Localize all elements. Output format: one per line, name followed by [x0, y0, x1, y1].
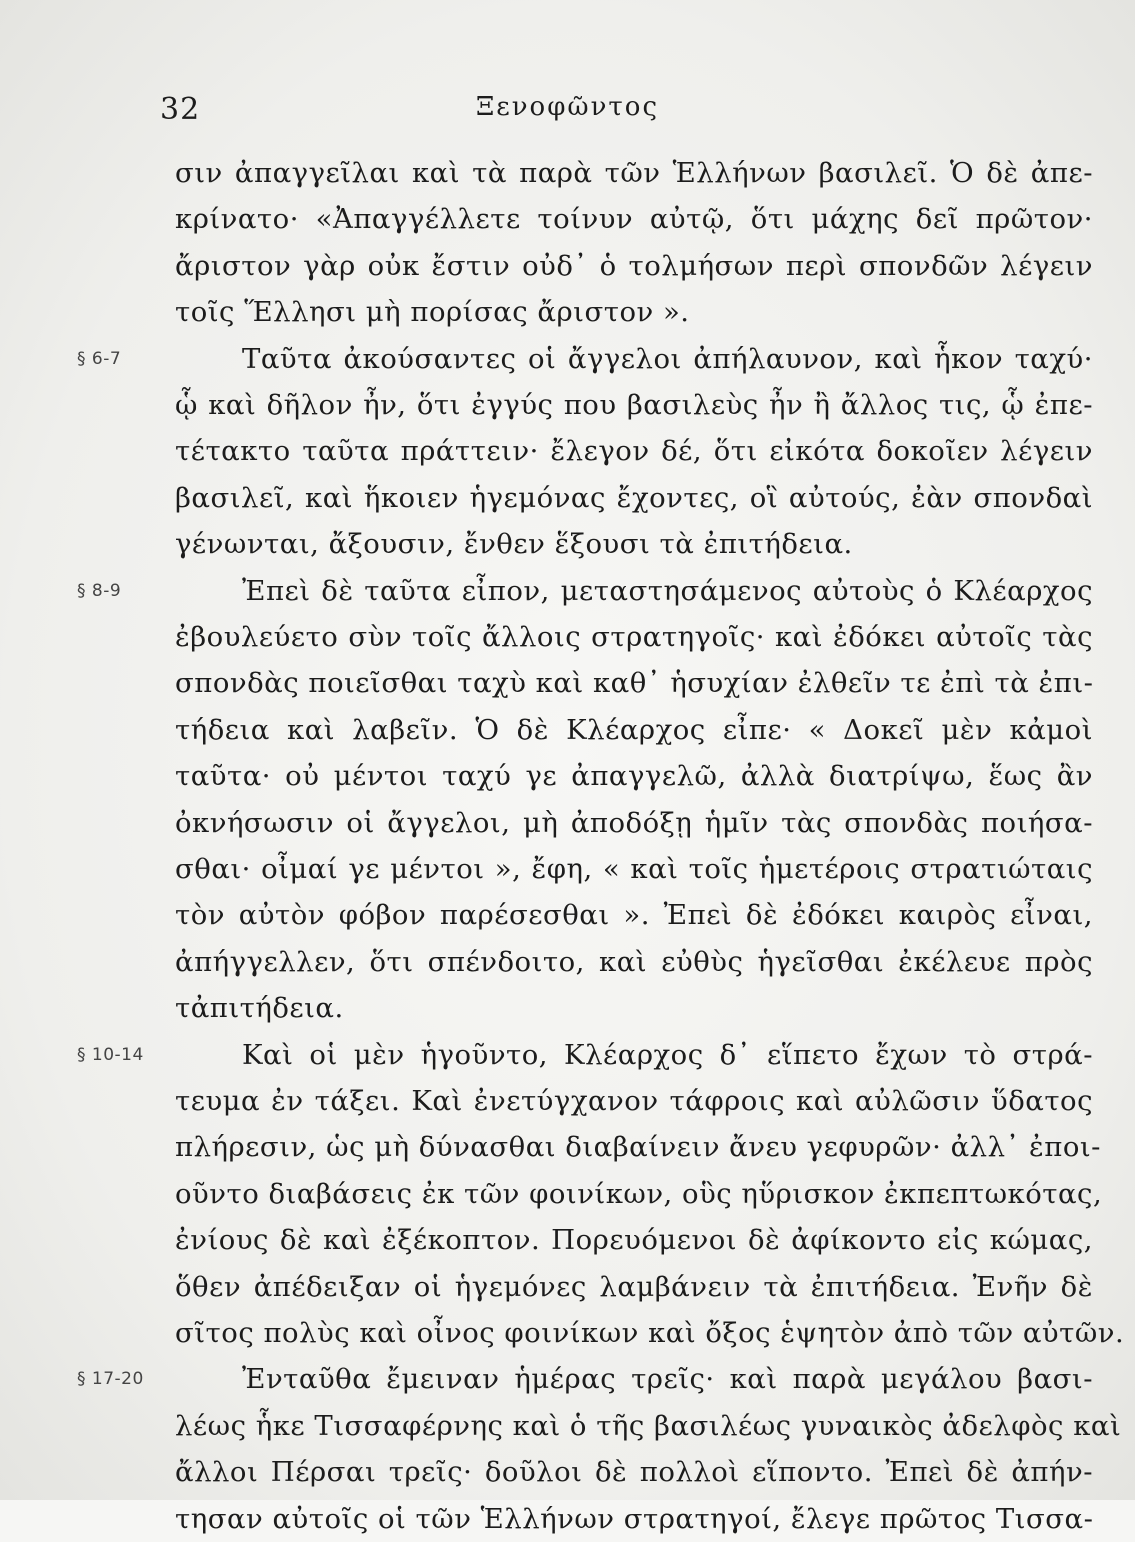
text-line: ὅθεν ἀπέδειξαν οἱ ἡγεμόνες λαμβάνειν τὰ ἐπιτήδεια. Ἐνῆν δὲ [175, 1270, 1093, 1303]
text-line: ἄλλοι Πέρσαι τρεῖς· δοῦλοι δὲ πολλοὶ εἵποντο. Ἐπεὶ δὲ ἀπήν- [175, 1456, 1093, 1489]
text-line: Καὶ οἱ μὲν ἡγοῦντο, Κλέαρχος δ᾽ εἵπετο ἔχων τὸ στρά- [242, 1038, 1093, 1071]
text-line: κρίνατο· «Ἀπαγγέλλετε τοίνυν αὐτῷ, ὅτι μάχης δεῖ πρῶτον· [175, 203, 1093, 236]
text-line: τέτακτο ταῦτα πράττειν· ἔλεγον δέ, ὅτι εἰκότα δοκοῖεν λέγειν [175, 435, 1093, 468]
text-line: ἐνίους δὲ καὶ ἐξέκοπτον. Πορευόμενοι δὲ ἀφίκοντο εἰς κώμας, [175, 1224, 1093, 1257]
text-line: οῦντο διαβάσεις ἐκ τῶν φοινίκων, οὓς ηὕρισκον ἐκπεπτωκότας, [175, 1177, 1103, 1210]
text-line: ὀκνήσωσιν οἱ ἄγγελοι, μὴ ἀποδόξῃ ἡμῖν τὰς σπονδὰς ποιήσα- [175, 806, 1093, 839]
section-marker: § 10-14 [77, 1044, 144, 1065]
text-line: τὸν αὐτὸν φόβον παρέσεσθαι ». Ἐπεὶ δὲ ἐδόκει καιρὸς εἶναι, [175, 899, 1093, 932]
text-line: τησαν αὐτοῖς οἱ τῶν Ἑλλήνων στρατηγοί, ἔλεγε πρῶτος Τισσα- [175, 1502, 1094, 1535]
section-marker: § 8-9 [77, 580, 122, 601]
text-line: σθαι· οἶμαί γε μέντοι », ἔφη, « καὶ τοῖς ἡμετέροις στρατιώταις [175, 853, 1093, 885]
text-line: τήδεια καὶ λαβεῖν. Ὁ δὲ Κλέαρχος εἶπε· « Δοκεῖ μὲν κἀμοὶ [175, 713, 1093, 746]
section-marker: § 6-7 [77, 348, 122, 369]
text-line: τευμα ἐν τάξει. Καὶ ἐνετύγχανον τάφροις καὶ αὐλῶσιν ὕδατος [175, 1085, 1093, 1117]
text-line: βασιλεῖ, καὶ ἥκοιεν ἡγεμόνας ἔχοντες, οἳ αὐτούς, ἐὰν σπονδαὶ [175, 481, 1093, 514]
text-line: ταῦτα· οὐ μέντοι ταχύ γε ἀπαγγελῶ, ἀλλὰ διατρίψω, ἕως ἂν [175, 760, 1093, 793]
text-line: γένωνται, ἄξουσιν, ἔνθεν ἕξουσι τὰ ἐπιτήδεια. [175, 528, 853, 561]
running-title: Ξενοφῶντος [475, 92, 660, 122]
text-line: Ἐπεὶ δὲ ταῦτα εἶπον, μεταστησάμενος αὐτοὺς ὁ Κλέαρχος [242, 574, 1093, 607]
text-line: πλήρεσιν, ὡς μὴ δύνασθαι διαβαίνειν ἄνευ γεφυρῶν· ἀλλ᾽ ἐποι- [175, 1131, 1101, 1164]
text-line: Ταῦτα ἀκούσαντες οἱ ἄγγελοι ἀπήλαυνον, καὶ ἧκον ταχύ· [242, 342, 1093, 375]
text-line: σῖτος πολὺς καὶ οἶνος φοινίκων καὶ ὄξος ἑψητὸν ἀπὸ τῶν αὐτῶν. [175, 1317, 1125, 1349]
page-number: 32 [160, 92, 201, 127]
text-line: λέως ἧκε Τισσαφέρνης καὶ ὁ τῆς βασιλέως γυναικὸς ἀδελφὸς καὶ [175, 1409, 1122, 1442]
text-line: Ἐνταῦθα ἔμειναν ἡμέρας τρεῖς· καὶ παρὰ μεγάλου βασι- [242, 1363, 1093, 1396]
text-line: τἀπιτήδεια. [175, 992, 344, 1025]
text-line: ἄριστον γὰρ οὐκ ἔστιν οὐδ᾽ ὁ τολμήσων περὶ σπονδῶν λέγειν [175, 249, 1093, 282]
text-line: τοῖς Ἕλλησι μὴ πορίσας ἄριστον ». [175, 296, 690, 329]
text-line: ᾧ καὶ δῆλον ἦν, ὅτι ἐγγύς που βασιλεὺς ἦν ἢ ἄλλος τις, ᾧ ἐπε- [175, 389, 1093, 421]
text-line: ἐβουλεύετο σὺν τοῖς ἄλλοις στρατηγοῖς· καὶ ἐδόκει αὐτοῖς τὰς [175, 621, 1093, 653]
text-line: σπονδὰς ποιεῖσθαι ταχὺ καὶ καθ᾽ ἡσυχίαν ἐλθεῖν τε ἐπὶ τὰ ἐπι- [175, 667, 1094, 700]
text-line: σιν ἀπαγγεῖλαι καὶ τὰ παρὰ τῶν Ἑλλήνων βασιλεῖ. Ὁ δὲ ἀπε- [175, 157, 1093, 189]
text-line: ἀπήγγελλεν, ὅτι σπένδοιτο, καὶ εὐθὺς ἡγεῖσθαι ἐκέλευε πρὸς [175, 945, 1093, 978]
section-marker: § 17-20 [77, 1369, 144, 1390]
page-header [0, 92, 1135, 132]
